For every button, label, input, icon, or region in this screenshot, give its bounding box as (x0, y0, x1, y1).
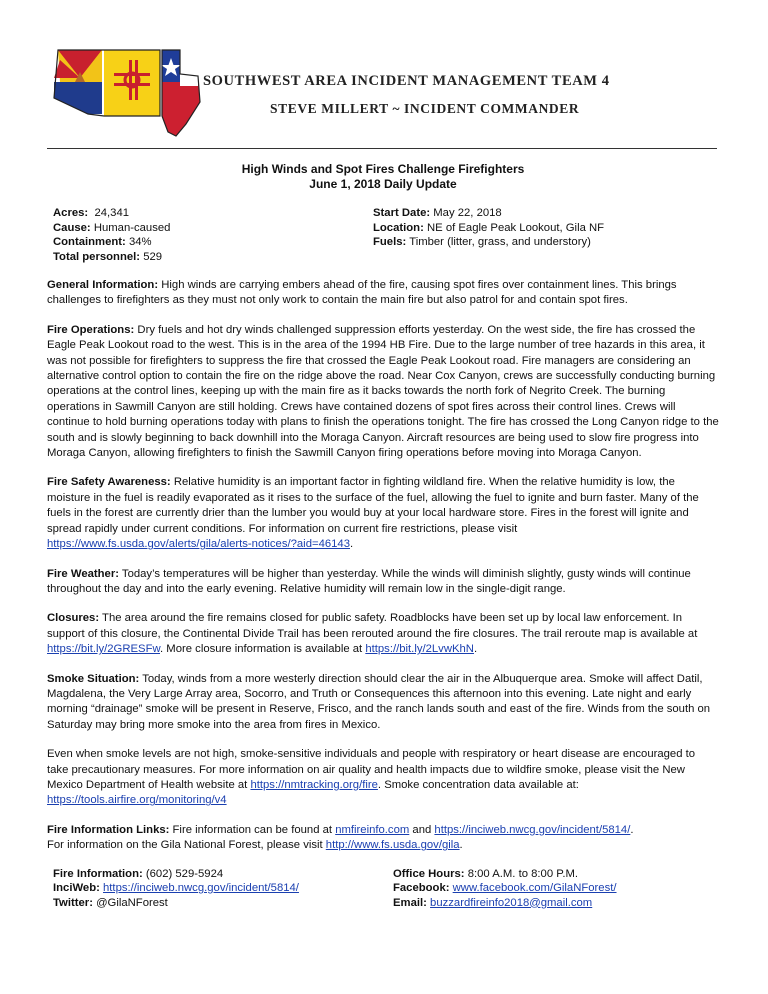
nmtracking-link[interactable]: https://nmtracking.org/fire (250, 778, 378, 791)
contact-info-left (53, 867, 393, 911)
smoke-situation: Smoke Situation: Today, winds from a more westerly direction should clear the air in the Albuquerque area. Smoke will affect Datil, Magdalena, the Very Large Array area, Socorro, and Truth or Consequences this afternoon into this evening. Late night and early morning “drainage” smoke will be present in Reserve, Frisco, and the ranch lands south and east of the fire. Winds from the south on Saturday may bring more smoke into the area from fires in Mexico. (47, 672, 711, 731)
phone-row: Fire Information: (602) 529-5924 (53, 867, 224, 880)
fire-safety-awareness: Fire Safety Awareness: Relative humidity is an important factor in fighting wildland fire. When the relative humidity is low, the moisture in the fuel is readily evaporated as it rises to the surface of the fuel, allowing the fuel to ignite and burn faster. Many of the fuels in the forest are currently drier than the lumber you would buy at your local hardware store. Fires in the forest will ignite and spread rapidly under current conditions. For information on current fire restrictions, please visit https://www.fs.usda.gov/alerts/gila/alerts-notices/?aid=46143. (47, 476, 699, 551)
closures: Closures: The area around the fire remains closed for public safety. Roadblocks have been set up by local law enforcement. In support of this closure, the Continental Divide Trail has been rerouted around the fire closures. The trail reroute map is available at https://bit.ly/2GRESFw. More closure information is available at https://bit.ly/2LvwKhN. (47, 612, 698, 656)
document-body (47, 162, 719, 910)
fire-weather: Fire Weather: Today’s temperatures will be higher than yesterday. While the winds will diminish slightly, gusty winds will continue throughout the day and into the early evening. Relative humidity will remain low in the single-digit range. (47, 567, 691, 595)
location-row: Location: NE of Eagle Peak Lookout, Gila NF (373, 221, 605, 234)
fire-facts-right (373, 206, 604, 264)
team-title: SOUTHWEST AREA INCIDENT MANAGEMENT TEAM 4 (203, 73, 610, 89)
contact-info (53, 867, 719, 911)
fuels-row: Fuels: Timber (litter, grass, and understory) (373, 236, 591, 248)
personnel-row: Total personnel: 529 (53, 250, 163, 263)
containment-row: Containment: 34% (53, 236, 152, 248)
gila-forest-link[interactable]: http://www.fs.usda.gov/gila (325, 839, 460, 852)
inciweb-row: InciWeb: https://inciweb.nwcg.gov/incident/5814/ (53, 882, 299, 895)
facebook-row: Facebook: www.facebook.com/GilaNForest/ (393, 882, 617, 895)
inciweb-link[interactable]: https://inciweb.nwcg.gov/incident/5814/ (434, 823, 631, 836)
inciweb-contact-link[interactable]: https://inciweb.nwcg.gov/incident/5814/ (103, 882, 299, 895)
new-mexico-flag-shape (104, 50, 160, 116)
fire-facts-left (53, 206, 373, 264)
fire-restrictions-link[interactable]: https://www.fs.usda.gov/alerts/gila/alerts-notices/?aid=46143 (47, 538, 350, 551)
fire-operations: Fire Operations: Dry fuels and hot dry winds challenged suppression efforts yesterday. On the west side, the fire has crossed the Eagle Peak Lookout road to the west. This is in the area of the 1994 HB Fire. Due to the large number of tree hazards in this area, it was not possible for firefighters to suppress the fire that crossed the Eagle Peak Lookout road. Fire managers are considering an alternative control option to contain the fire on the ridge above the road. Near Cox Canyon, crews are successfully conducting burning operations at the control lines, keeping up with the main fire as it backs towards the north fork of Negrito Creek. The burning operations in Sawmill Canyon are still holding. Crews have contained dozens of spot fires across their control lines. Crews will continue to hold burning operations today with plans to finish the operations tonight. The fire has crossed the Long Canyon ridge to the south and is slowly beginning to back downhill into the Moraga Canyon. Aircraft resources are being used to slow fire progress into Moraga Canyon, allowing firefighters to finish the Sawmill Canyon firing operations before moving into Moraga Canyon. (47, 323, 719, 460)
contact-info-right (393, 867, 617, 911)
start-date-row: Start Date: May 22, 2018 (373, 207, 502, 219)
closure-info-link[interactable]: https://bit.ly/2LvwKhN (365, 643, 474, 656)
fire-information-links: Fire Information Links: Fire information can be found at nmfireinfo.com and https://inciweb.nwcg.gov/incident/5814/. For information on the Gila National Forest, please visit http://www.fs.usda.gov/gila. (47, 823, 634, 852)
smoke-health-advisory: Even when smoke levels are not high, smoke-sensitive individuals and people with respiratory or heart disease are encouraged to take precautionary measures. For more information on air quality and health impacts due to wildfire smoke, please visit the New Mexico Department of Health website at https://nmtracking.org/fire. Smoke concentration data available at: https://tools.airfire.org/monitoring/v4 (47, 748, 696, 807)
general-information: General Information: High winds are carrying embers ahead of the fire, causing spot fires over containment lines. This brings challenges to firefighters as they must not only work to contain the main fire but also patrol for and contain spot fires. (47, 279, 677, 307)
arizona-flag-shape (54, 50, 102, 114)
airfire-link[interactable]: https://tools.airfire.org/monitoring/v4 (47, 794, 227, 807)
email-link[interactable]: buzzardfireinfo2018@gmail.com (430, 896, 593, 909)
fire-facts (53, 206, 719, 264)
nmfireinfo-link[interactable]: nmfireinfo.com (335, 823, 410, 836)
facebook-link[interactable]: www.facebook.com/GilaNForest/ (452, 882, 617, 895)
incident-commander: STEVE MILLERT ~ INCIDENT COMMANDER (270, 101, 580, 116)
update-date: June 1, 2018 Daily Update (309, 177, 457, 191)
southwest-states-logo (50, 42, 206, 140)
trail-reroute-link[interactable]: https://bit.ly/2GRESFw (47, 643, 161, 656)
twitter-row: Twitter: @GilaNForest (53, 896, 168, 909)
document-title (47, 162, 719, 192)
office-hours-row: Office Hours: 8:00 A.M. to 8:00 P.M. (393, 867, 579, 880)
header-divider (47, 148, 717, 149)
letterhead (0, 0, 768, 150)
acres-row: Acres: 24,341 (53, 207, 130, 219)
headline: High Winds and Spot Fires Challenge Firefighters (241, 162, 525, 176)
cause-row: Cause: Human-caused (53, 221, 171, 234)
email-row: Email: buzzardfireinfo2018@gmail.com (393, 896, 593, 909)
